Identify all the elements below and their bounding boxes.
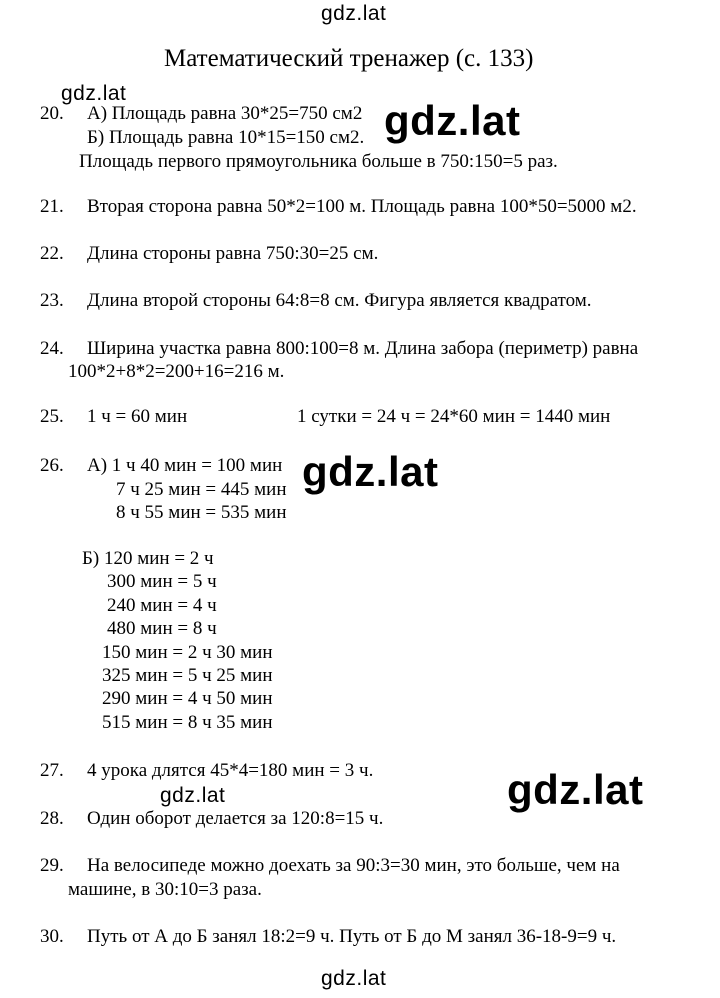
item-29-line-2: машине, в 30:10=3 раза. [68, 879, 262, 900]
item-number-27: 27. [40, 760, 64, 781]
watermark-big-3: gdz.lat [507, 766, 644, 813]
item-26-a-line-2: 7 ч 25 мин = 445 мин [116, 479, 287, 500]
item-26-b-line-1: Б) 120 мин = 2 ч [82, 548, 214, 569]
item-25-part-a: 1 ч = 60 мин [87, 406, 188, 427]
watermark-big-1: gdz.lat [384, 97, 521, 144]
item-20-line-c: Площадь первого прямоугольника больше в 750:150=5 раз. [79, 151, 558, 172]
item-25-part-b: 1 сутки = 24 ч = 24*60 мин = 1440 мин [297, 406, 611, 427]
item-23-text: Длина второй стороны 64:8=8 см. Фигура является квадратом. [87, 290, 592, 311]
item-26-b-line-3: 240 мин = 4 ч [107, 595, 217, 616]
item-20-line-b: Б) Площадь равна 10*15=150 см2. [87, 127, 365, 148]
item-24-line-1: Ширина участка равна 800:100=8 м. Длина забора (периметр) равна [87, 338, 639, 359]
item-21-text: Вторая сторона равна 50*2=100 м. Площадь равна 100*50=5000 м2. [87, 196, 637, 217]
item-26-b-line-8: 515 мин = 8 ч 35 мин [102, 712, 273, 733]
item-number-28: 28. [40, 808, 64, 829]
item-number-21: 21. [40, 196, 64, 217]
page-title: Математический тренажер (с. 133) [164, 45, 534, 72]
item-number-29: 29. [40, 855, 64, 876]
watermark-top: gdz.lat [321, 2, 387, 25]
item-29-line-1: На велосипеде можно доехать за 90:3=30 мин, это больше, чем на [87, 855, 620, 876]
watermark-big-2: gdz.lat [302, 448, 439, 495]
item-26-b-line-5: 150 мин = 2 ч 30 мин [102, 642, 273, 663]
watermark-left: gdz.lat [61, 82, 127, 105]
watermark-bottom: gdz.lat [321, 967, 387, 990]
item-26-a-line-1: А) 1 ч 40 мин = 100 мин [87, 455, 283, 476]
item-20-line-a: А) Площадь равна 30*25=750 см2 [87, 103, 363, 124]
item-26-b-line-4: 480 мин = 8 ч [107, 618, 217, 639]
item-number-26: 26. [40, 455, 64, 476]
item-26-b-line-7: 290 мин = 4 ч 50 мин [102, 688, 273, 709]
item-number-22: 22. [40, 243, 64, 264]
item-number-20: 20. [40, 103, 64, 124]
item-30-text: Путь от А до Б занял 18:2=9 ч. Путь от Б до М занял 36-18-9=9 ч. [87, 926, 617, 947]
item-number-30: 30. [40, 926, 64, 947]
item-22-text: Длина стороны равна 750:30=25 см. [87, 243, 379, 264]
item-number-24: 24. [40, 338, 64, 359]
item-28-text: Один оборот делается за 120:8=15 ч. [87, 808, 384, 829]
item-26-b-line-2: 300 мин = 5 ч [107, 571, 217, 592]
item-27-text: 4 урока длятся 45*4=180 мин = 3 ч. [87, 760, 374, 781]
watermark-mid-left: gdz.lat [160, 784, 226, 807]
item-number-25: 25. [40, 406, 64, 427]
item-26-b-line-6: 325 мин = 5 ч 25 мин [102, 665, 273, 686]
item-26-a-line-3: 8 ч 55 мин = 535 мин [116, 502, 287, 523]
item-number-23: 23. [40, 290, 64, 311]
item-24-line-2: 100*2+8*2=200+16=216 м. [68, 361, 285, 382]
